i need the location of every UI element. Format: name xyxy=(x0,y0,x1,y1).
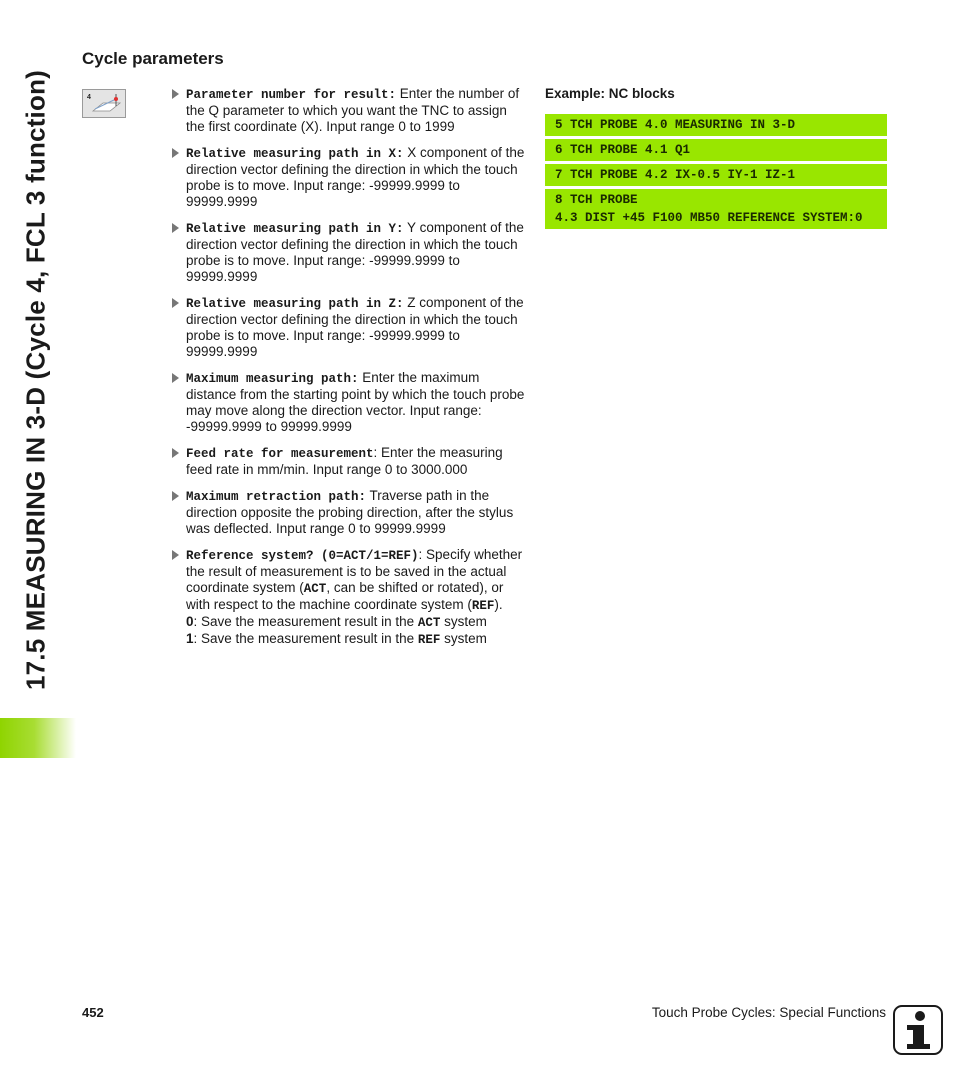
chapter-tab-marker xyxy=(0,718,76,758)
param-description: X component of the direction vector defining the direction in which the touch probe is to move. Input range: -99999.9999 to 99999.9999 xyxy=(186,145,525,209)
side-title-container xyxy=(0,0,70,760)
info-icon xyxy=(893,1005,943,1055)
param-name: Relative measuring path in Z: xyxy=(186,297,404,311)
nc-block xyxy=(545,189,887,229)
param-name: Maximum retraction path: xyxy=(186,490,367,504)
triangle-bullet-icon xyxy=(172,373,179,383)
probe-3d-icon xyxy=(83,90,125,117)
param-description: Traverse path in the direction opposite the probing direction, after the stylus was deflected. Input range 0 to 99999.9999 xyxy=(186,488,514,536)
section-title: Cycle parameters xyxy=(82,49,224,68)
param-reference-system xyxy=(172,547,528,648)
triangle-bullet-icon xyxy=(172,491,179,501)
param-feed-rate xyxy=(172,445,528,478)
nc-line: 6 TCH PROBE 4.1 Q1 xyxy=(555,143,691,157)
nc-block xyxy=(545,164,887,186)
nc-line: 8 TCH PROBE xyxy=(555,193,638,207)
nc-block xyxy=(545,114,887,136)
triangle-bullet-icon xyxy=(172,298,179,308)
param-description: , can be shifted or rotated), or with respect to the machine coordinate system ( xyxy=(186,580,504,612)
ref-code: REF xyxy=(471,599,495,613)
option-end: system xyxy=(440,631,487,646)
option-key: 0 xyxy=(186,614,194,629)
example-title: Example: NC blocks xyxy=(545,86,675,101)
option-system: REF xyxy=(417,633,441,647)
param-description: : Specify whether the result of measurement is to be saved in the actual coordinate system ( xyxy=(186,547,523,595)
page-number: 452 xyxy=(82,1005,104,1020)
info-glyph-icon xyxy=(895,1007,941,1053)
param-max-path xyxy=(172,370,528,435)
act-code: ACT xyxy=(303,582,327,596)
nc-line: 4.3 DIST +45 F100 MB50 REFERENCE SYSTEM:0 xyxy=(555,211,863,225)
nc-line: 7 TCH PROBE 4.2 IX-0.5 IY-1 IZ-1 xyxy=(555,168,796,182)
option-1 xyxy=(186,631,528,648)
param-path-x xyxy=(172,145,528,210)
option-end: system xyxy=(440,614,487,629)
option-system: ACT xyxy=(417,616,441,630)
footer-chapter-text: Touch Probe Cycles: Special Functions xyxy=(651,1005,886,1020)
cycle-icon-number: 4 xyxy=(87,94,91,101)
param-retraction xyxy=(172,488,528,537)
parameter-list xyxy=(172,86,528,658)
param-name: Relative measuring path in X: xyxy=(186,147,404,161)
option-text: : Save the measurement result in the xyxy=(193,614,418,629)
param-name: Maximum measuring path: xyxy=(186,372,359,386)
param-name: Feed rate for measurement xyxy=(186,447,374,461)
param-description: Enter the number of the Q parameter to which you want the TNC to assign the first coordinate (X). Input range 0 to 1999 xyxy=(186,86,520,134)
param-description: Z component of the direction vector defining the direction in which the touch probe is to move. Input range: -99999.9999 to 99999.9999 xyxy=(186,295,524,359)
param-name: Reference system? (0=ACT/1=REF) xyxy=(186,549,419,563)
param-name: Parameter number for result: xyxy=(186,88,397,102)
chapter-side-title: 17.5 MEASURING IN 3-D (Cycle 4, FCL 3 function) xyxy=(20,69,51,691)
param-description: ). xyxy=(494,597,503,612)
param-q-number xyxy=(172,86,528,135)
option-key: 1 xyxy=(186,631,194,646)
nc-block xyxy=(545,139,887,161)
param-description: Y component of the direction vector defining the direction in which the touch probe is to move. Input range: -99999.9999 to 99999.9999 xyxy=(186,220,524,284)
param-name: Relative measuring path in Y: xyxy=(186,222,404,236)
triangle-bullet-icon xyxy=(172,89,179,99)
triangle-bullet-icon xyxy=(172,550,179,560)
nc-block-list xyxy=(545,114,887,232)
triangle-bullet-icon xyxy=(172,223,179,233)
cycle-4-softkey-icon xyxy=(82,89,126,118)
triangle-bullet-icon xyxy=(172,148,179,158)
param-description: : Enter the measuring feed rate in mm/min. Input range 0 to 3000.000 xyxy=(186,445,503,477)
param-path-y xyxy=(172,220,528,285)
triangle-bullet-icon xyxy=(172,448,179,458)
param-description: Enter the maximum distance from the starting point by which the touch probe may move along the direction vector. Input range: -99999.9999 to 99999.9999 xyxy=(186,370,525,434)
option-0 xyxy=(186,614,528,631)
param-path-z xyxy=(172,295,528,360)
option-text: : Save the measurement result in the xyxy=(193,631,418,646)
nc-line: 5 TCH PROBE 4.0 MEASURING IN 3-D xyxy=(555,118,796,132)
